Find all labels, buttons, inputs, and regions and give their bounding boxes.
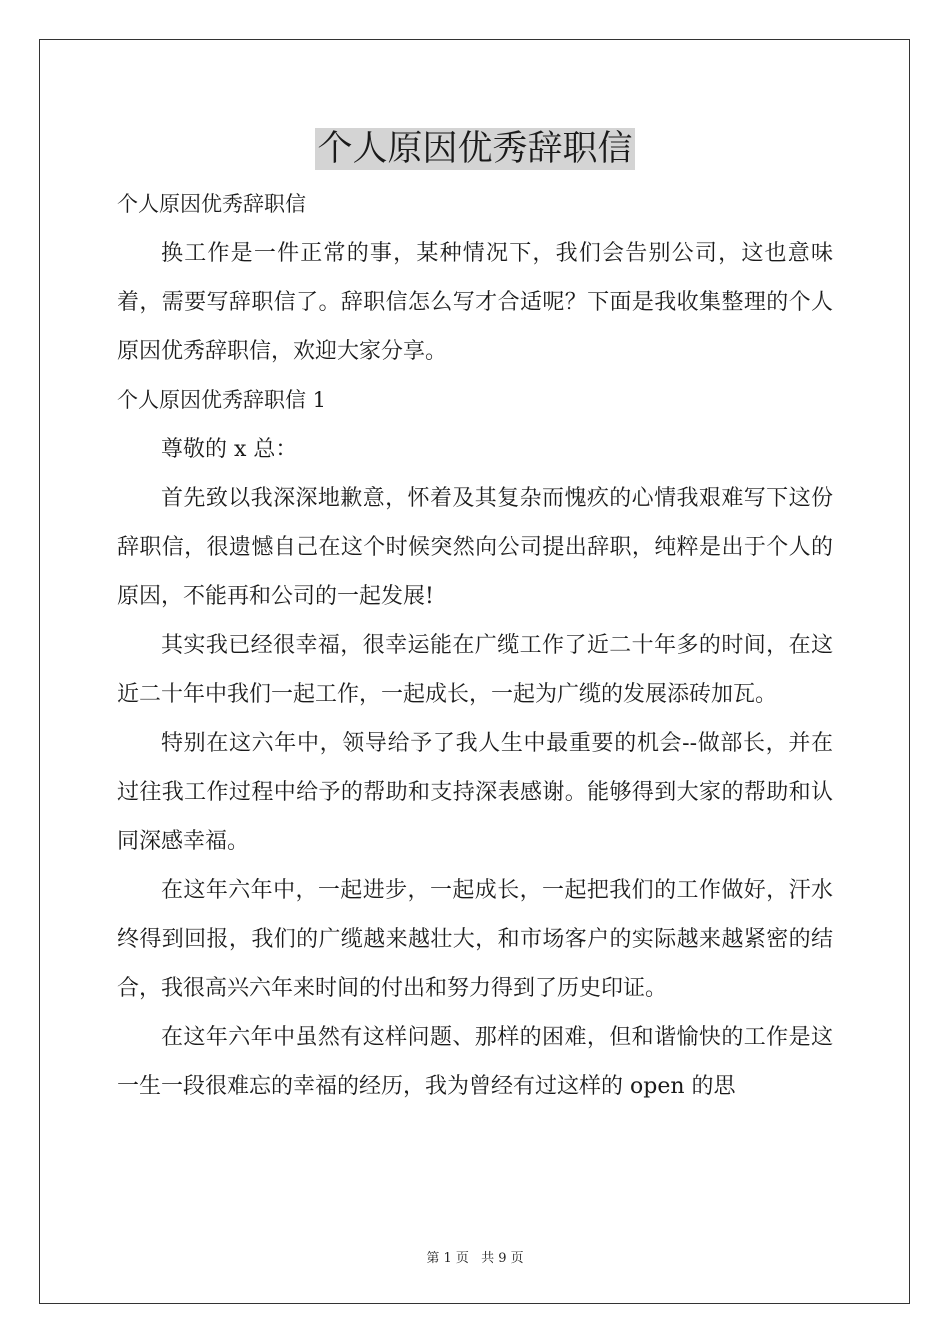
body-paragraph: 首先致以我深深地歉意，怀着及其复杂而愧疚的心情我艰难写下这份辞职信，很遗憾自己在这个时候突然向公司提出辞职，纯粹是出于个人的原因，不能再和公司的一起发展!	[117, 486, 833, 609]
body-paragraph: 特别在这六年中，领导给予了我人生中最重要的机会--做部长，并在过往我工作过程中给予的帮助和支持深表感谢。能够得到大家的帮助和认同深感幸福。	[117, 731, 833, 854]
salutation: 尊敬的 x 总：	[161, 437, 298, 462]
body-paragraph: 在这年六年中虽然有这样问题、那样的困难，但和谐愉快的工作是这一生一段很难忘的幸福的经历，我为曾经有过这样的 open 的思	[117, 1025, 833, 1099]
body-paragraph: 在这年六年中，一起进步，一起成长，一起把我们的工作做好，汗水终得到回报，我们的广缆越来越壮大，和市场客户的实际越来越紧密的结合，我很高兴六年来时间的付出和努力得到了历史印证。	[117, 878, 833, 1001]
page-footer	[0, 1247, 950, 1266]
page-total: 共 9 页	[481, 1251, 524, 1266]
intro-paragraph: 换工作是一件正常的事，某种情况下，我们会告别公司，这也意味着，需要写辞职信了。辞职信怎么写才合适呢？下面是我收集整理的个人原因优秀辞职信，欢迎大家分享。	[117, 241, 833, 364]
document-subtitle: 个人原因优秀辞职信	[117, 192, 306, 216]
body-paragraph: 其实我已经很幸福，很幸运能在广缆工作了近二十年多的时间，在这近二十年中我们一起工作，一起成长，一起为广缆的发展添砖加瓦。	[117, 633, 833, 707]
page-number: 第 1 页	[426, 1251, 469, 1266]
document-title: 个人原因优秀辞职信	[317, 129, 633, 169]
title-area	[0, 128, 950, 170]
section-heading: 个人原因优秀辞职信 1	[117, 388, 327, 412]
document-body	[117, 180, 833, 1111]
